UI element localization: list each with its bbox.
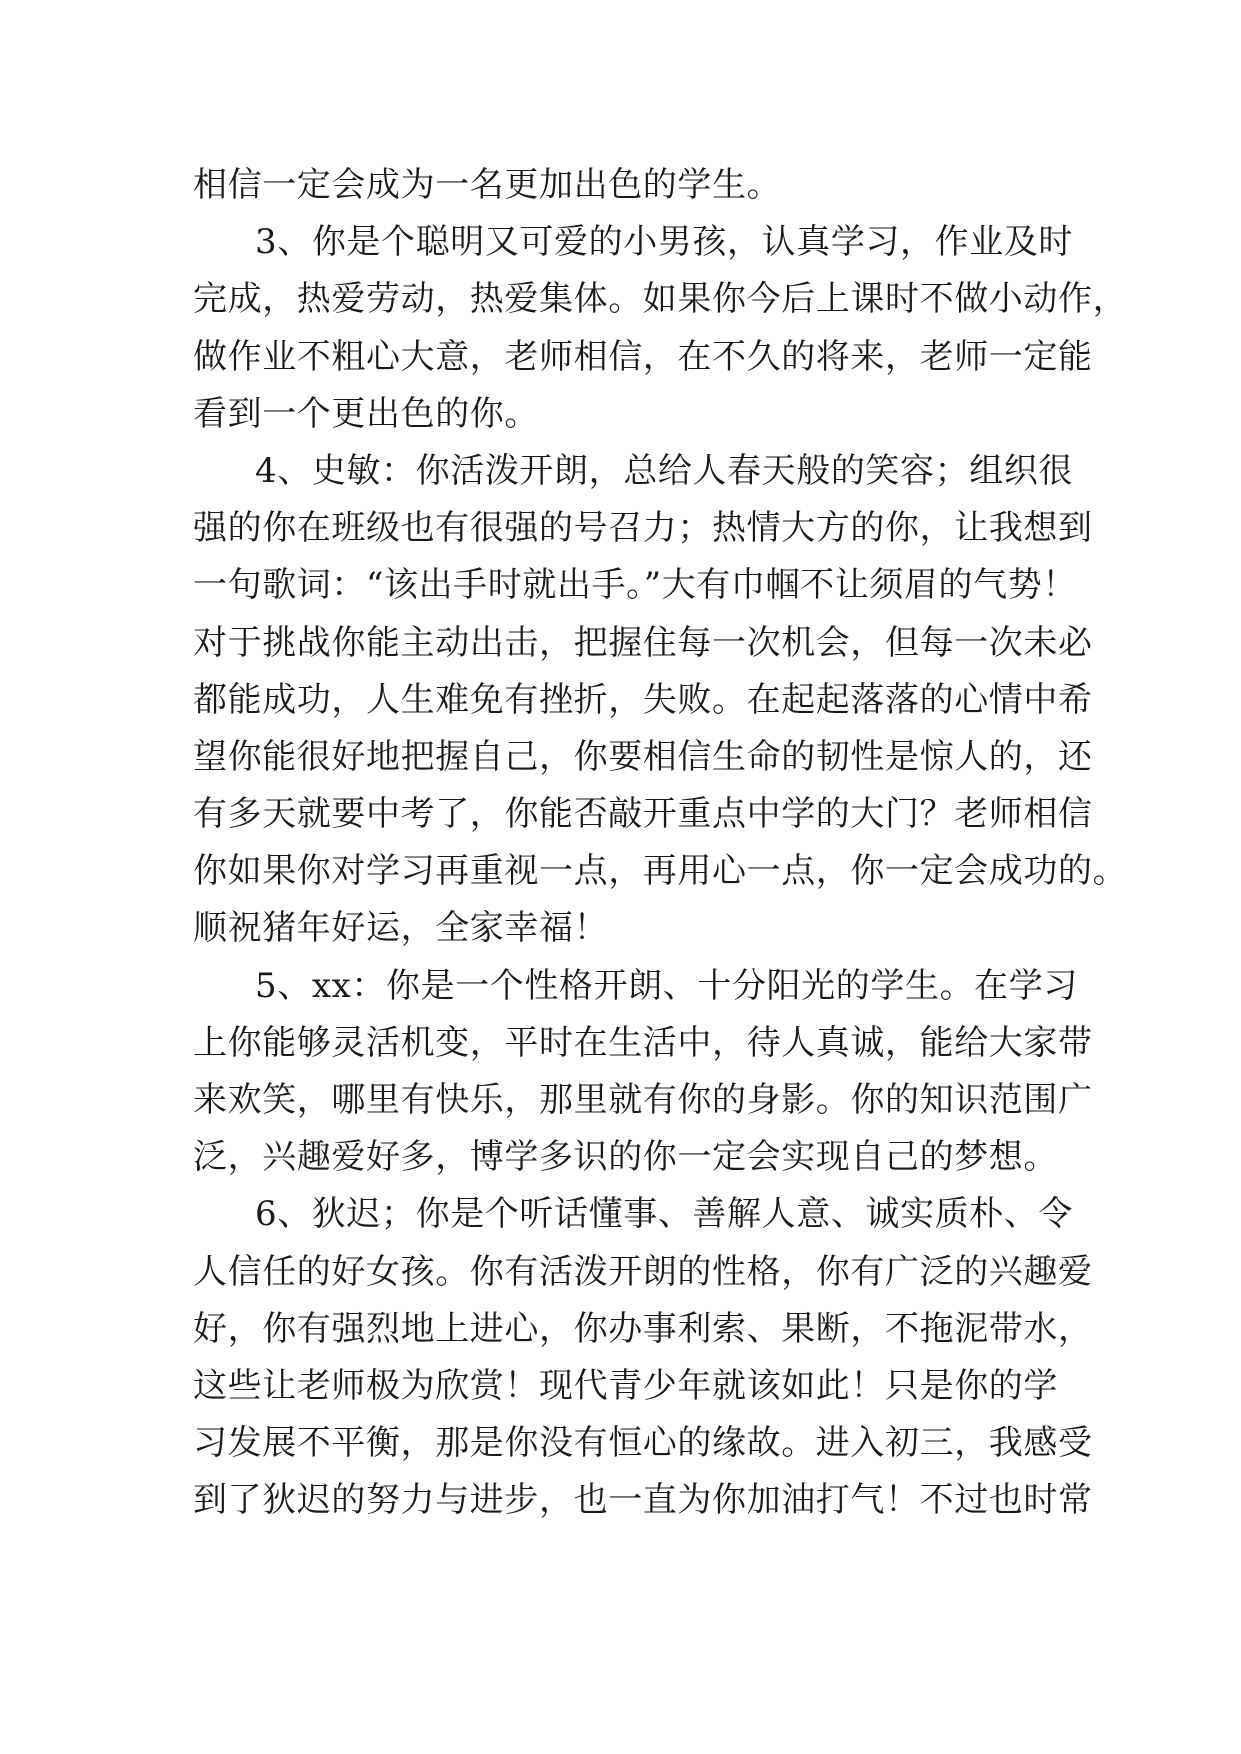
- text-line: 顺祝猪年好运，全家幸福！: [193, 908, 609, 949]
- text-line: 到了狄迟的努力与进步，也一直为你加油打气！不过也时常: [193, 1480, 1093, 1521]
- paragraph-first-line: 6、狄迟；你是个听话懂事、善解人意、诚实质朴、令: [255, 1194, 1074, 1235]
- text-line: 有多天就要中考了，你能否敲开重点中学的大门？老师相信: [193, 794, 1093, 835]
- text-line: 习发展不平衡，那是你没有恒心的缘故。进入初三，我感受: [193, 1423, 1093, 1464]
- paragraph-first-line: 4、史敏：你活泼开朗，总给人春天般的笑容；组织很: [255, 450, 1074, 491]
- text-line: 泛，兴趣爱好多，博学多识的你一定会实现自己的梦想。: [193, 1137, 1058, 1178]
- text-line: 来欢笑，哪里有快乐，那里就有你的身影。你的知识范围广: [193, 1080, 1093, 1120]
- text-line: 好，你有强烈地上进心，你办事利索、果断，不拖泥带水，: [193, 1308, 1093, 1349]
- text-line: 看到一个更出色的你。: [193, 393, 539, 434]
- text-line: 都能成功，人生难免有挫折，失败。在起起落落的心情中希: [193, 679, 1093, 720]
- text-line: 上你能够灵活机变，平时在生活中，待人真诚，能给大家带: [193, 1022, 1093, 1063]
- document-body: [193, 157, 1128, 1530]
- text-line: 做作业不粗心大意，老师相信，在不久的将来，老师一定能: [193, 336, 1093, 377]
- paragraph-first-line: 5、xx：你是一个性格开朗、十分阳光的学生。在学习: [255, 965, 1078, 1006]
- text-line: 强的你在班级也有很强的号召力；热情大方的你，让我想到: [193, 508, 1093, 549]
- text-line: 这些让老师极为欣赏！现代青少年就该如此！只是你的学: [193, 1365, 1058, 1406]
- paragraph-first-line: 3、你是个聪明又可爱的小男孩，认真学习，作业及时: [255, 222, 1074, 263]
- text-line: 相信一定会成为一名更加出色的学生。: [193, 165, 782, 205]
- text-line: 望你能很好地把握自己，你要相信生命的韧性是惊人的，还: [193, 736, 1093, 777]
- text-line: 你如果你对学习再重视一点，再用心一点，你一定会成功的。: [193, 851, 1128, 892]
- text-line: 对于挑战你能主动出击，把握住每一次机会，但每一次未必: [193, 622, 1093, 663]
- text-line: 一句歌词：“该出手时就出手。”大有巾帼不让须眉的气势！: [193, 565, 1077, 606]
- text-line: 完成，热爱劳动，热爱集体。如果你今后上课时不做小动作，: [193, 279, 1128, 320]
- text-line: 人信任的好女孩。你有活泼开朗的性格，你有广泛的兴趣爱: [193, 1251, 1093, 1292]
